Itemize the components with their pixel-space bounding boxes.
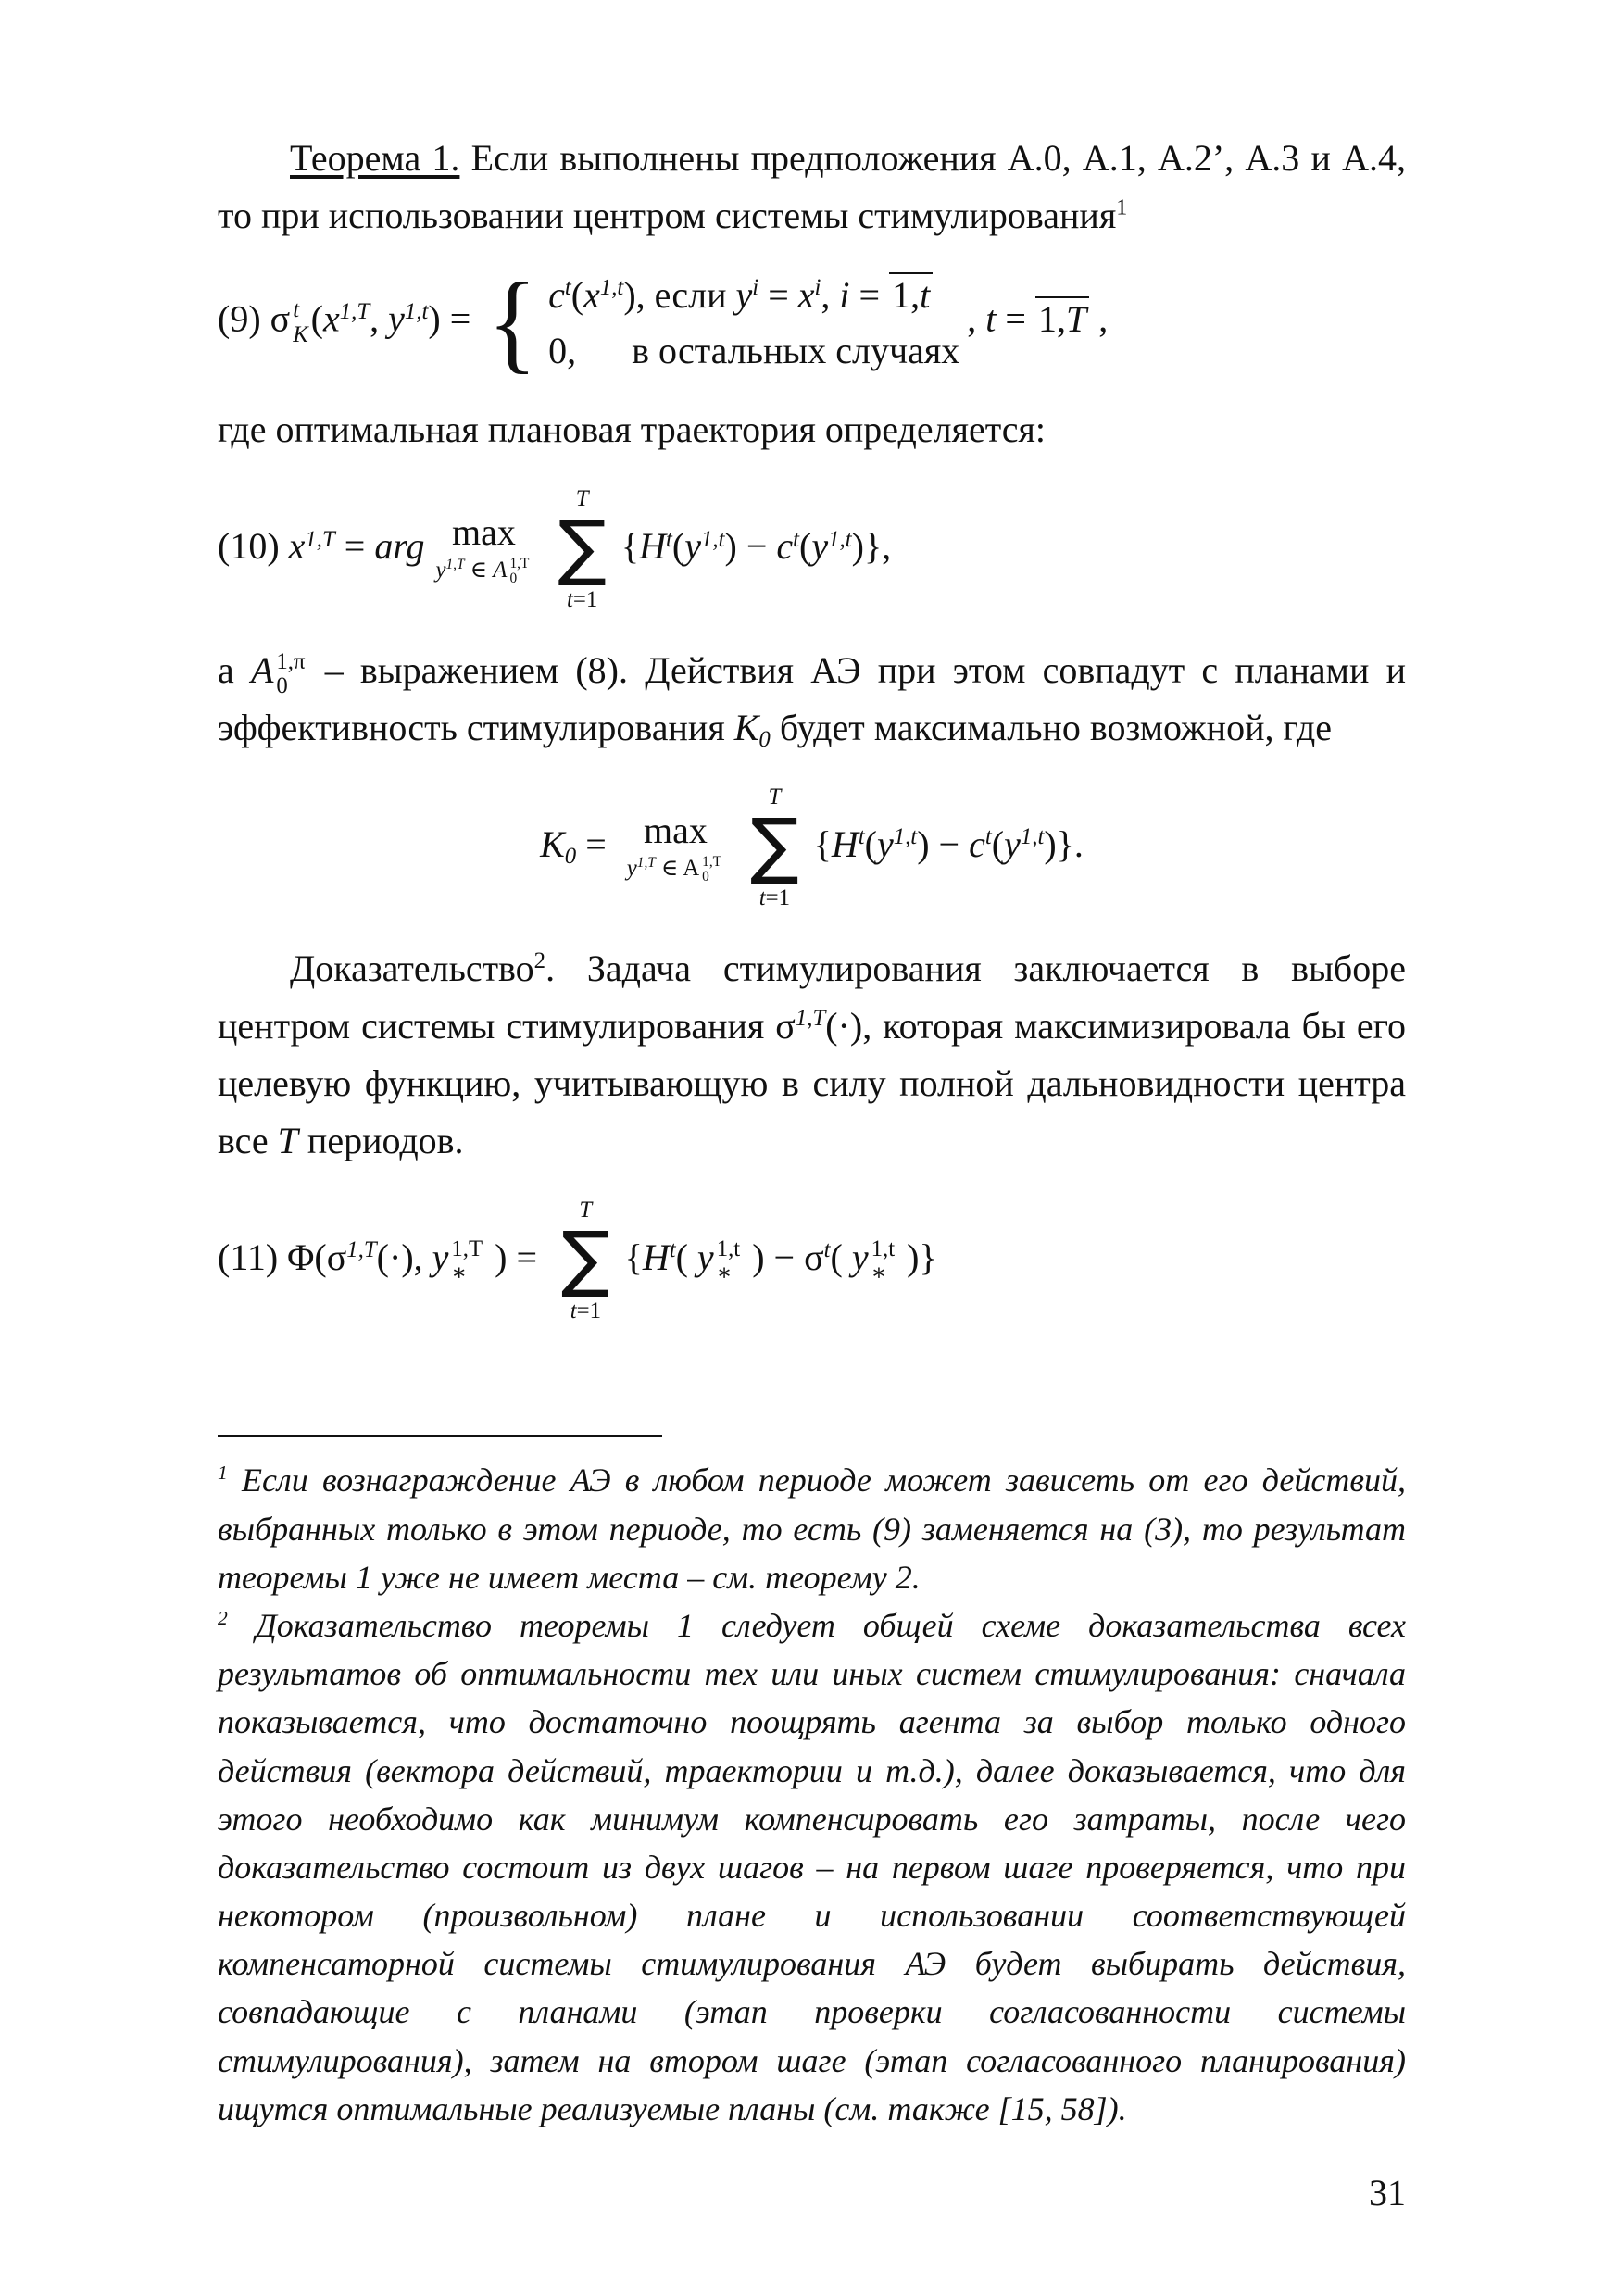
footnote-rule [218, 1435, 662, 1437]
footnote-2 [218, 1601, 1406, 2133]
page-number: 31 [1369, 2172, 1406, 2214]
paragraph-a0: а A 1,π 0 – выражением (8). Действия АЭ при этом совпадут с планами и эффективность стимулирования K0 будет максимально возможной, где [218, 648, 1406, 752]
footnote-ref-1: 1 [1116, 195, 1128, 220]
footnote-1-text: Если вознаграждение АЭ в любом периоде может зависеть от его действий, выбранных только в этом периоде, то есть (9) заменяется на (3), то результат теоремы 1 уже не имеет места – см. теорему 2. [218, 1462, 1406, 1596]
theorem-label: Теорема 1. [290, 137, 460, 179]
footnote-1 [218, 1456, 1406, 1601]
paragraph-where: где оптимальная плановая траектория определяется: [218, 408, 1046, 450]
footnotes-section [218, 1435, 1406, 2222]
theorem-body-text: Если выполнены предположения А.0, А.1, А.2’, А.3 и А.4, то при использовании центром системы стимулирования [218, 137, 1406, 236]
formula-10: (10) $x^{1,T}$ = arg max $y^{1,T}$ ∈ A 1,T 0 T ∑ t=1 $\{H^t(y^{1,t}) - c^t(y^{1,t})\}$, [218, 486, 892, 613]
paragraph-theorem [218, 130, 1406, 245]
formula-11: (11) $\Phi(\sigma^{1,T}(\cdot)$, y 1,T ∗ ) = T ∑ t=1 {$H^t$( y 1,t ∗ ) − $\sigma^t$( y 1,t ∗ )} [218, 1197, 937, 1324]
footnote-1-number: 1 [218, 1462, 228, 1485]
formula-9: (9) σ t К ($x^{1,T}$, $y^{1,t}$) = { $c^t(x^{1,t})$, если $y^i = x^i$, i = 1,t 0, в остальных случаях , t = 1,T , [218, 259, 1109, 384]
paragraph-proof: Доказательство$^2$. Задача стимулирования заключается в выборе центром системы стимулирования $\sigma^{1,T}(\cdot)$, которая максимизировала бы его целевую функцию, учитывающую в силу полной дальновидности центра все T периодов. [218, 947, 1407, 1161]
footnote-2-number: 2 [218, 1606, 228, 1629]
formula-k0: K0 = max $y^{1,T}$ ∈ A 1,T 0 T ∑ t=1 $\{H^t(y^{1,t}) - c^t(y^{1,t})\}$. [540, 784, 1084, 911]
footnote-2-text: Доказательство теоремы 1 следует общей схеме доказательства всех результатов об оптимальности тех или иных систем стимулирования: сначала показывается, что достаточно поощрять агента за выбор только одного действия (вектора действий, траектории и т.д.), далее доказывается, что для этого необходимо как минимум компенсировать его затраты, после чего доказательство состоит из двух шагов – на первом шаге проверяется, что при некотором (произвольном) плане и использовании соответствующей компенсаторной системы стимулирования АЭ будет выбирать действия, совпадающие с планами (этап проверки согласованности системы стимулирования), затем на втором шаге (этап согласованного планирования) ищутся оптимальные реализуемые планы (см. также [15, 58]). [218, 1606, 1406, 2127]
